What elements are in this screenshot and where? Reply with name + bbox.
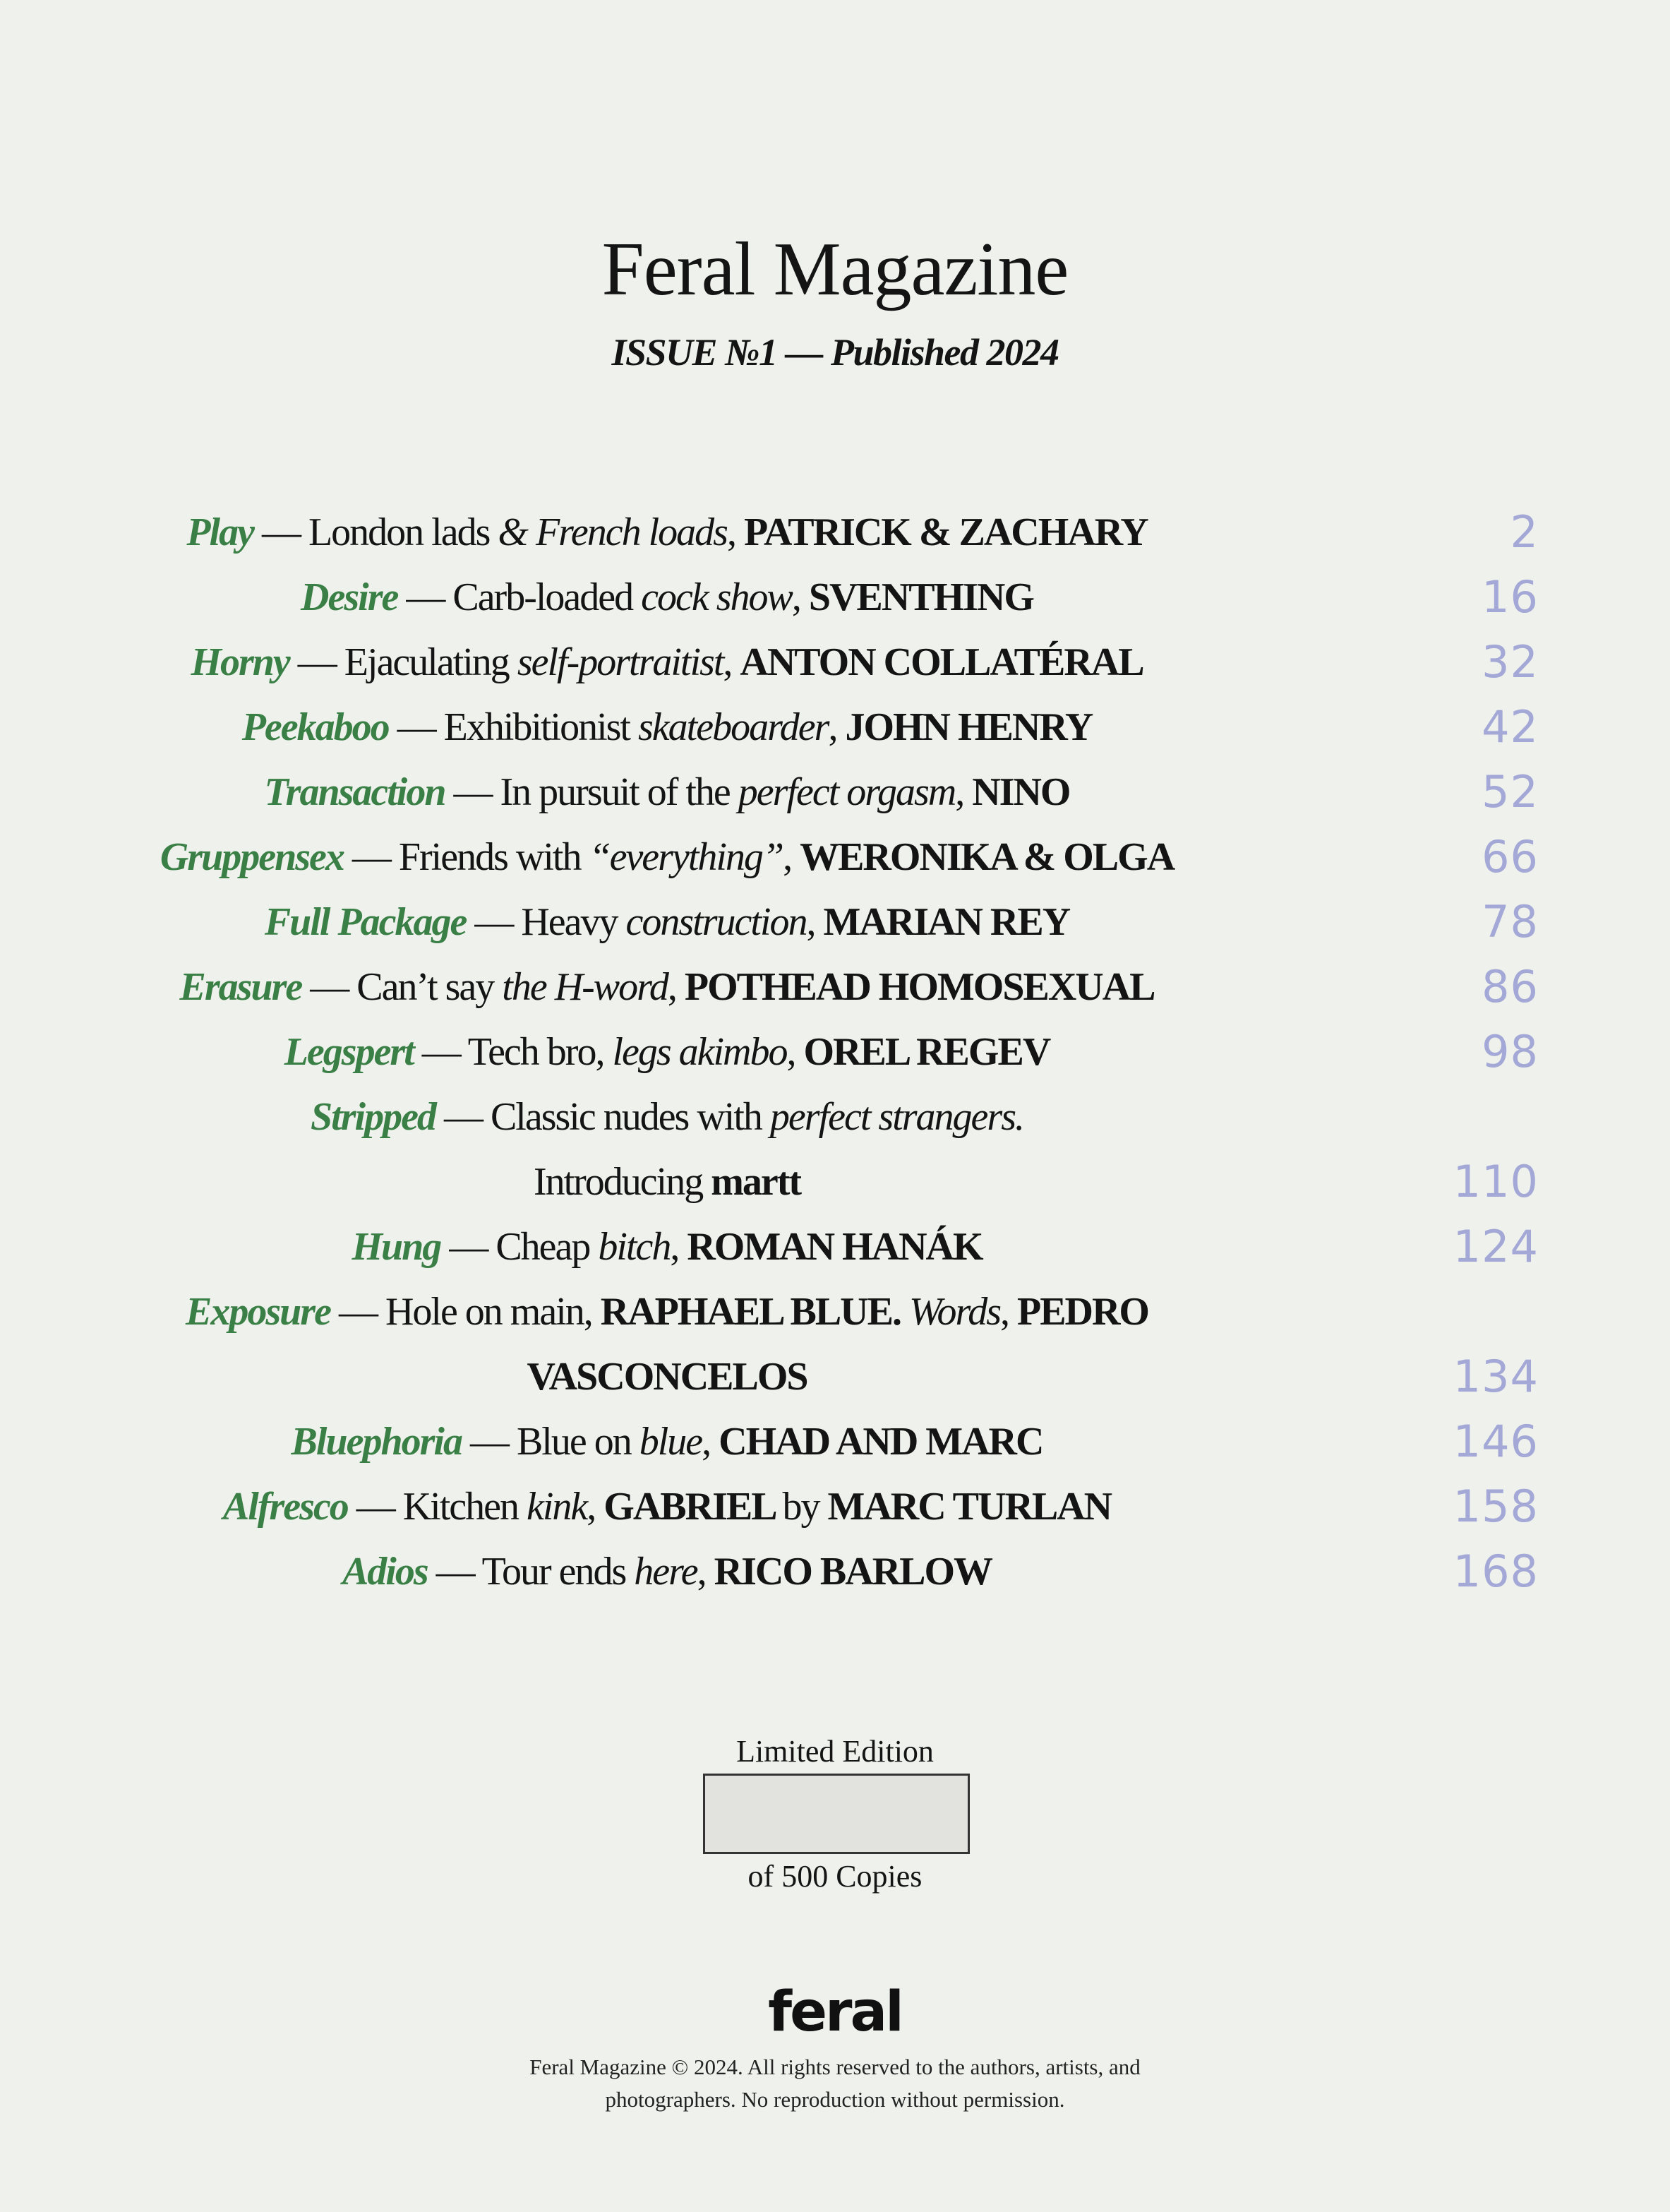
description-text: Kitchen: [402, 1485, 527, 1529]
em-dash: —: [347, 1485, 403, 1529]
description-text: ,: [828, 705, 846, 749]
description-text: ,: [723, 640, 740, 684]
section-title: Peekaboo: [241, 705, 389, 749]
section-title: Alfresco: [222, 1485, 348, 1529]
emphasis-text: perfect strangers.: [769, 1095, 1023, 1139]
emphasis-text: “everything”: [589, 835, 783, 879]
contributor-credit: ROMAN HANÁK: [687, 1225, 983, 1269]
em-dash: —: [289, 640, 344, 684]
contributor-credit: WERONIKA & OLGA: [800, 835, 1175, 879]
toc-entry: [0, 1279, 1670, 1344]
contributor-credit: SVENTHING: [808, 575, 1033, 619]
em-dash: —: [330, 1290, 385, 1334]
toc-entry: [0, 500, 1670, 565]
section-title: Horny: [191, 640, 289, 684]
contributor-credit: RICO BARLOW: [714, 1550, 992, 1594]
toc-entry: [0, 955, 1670, 1020]
section-title: Exposure: [186, 1290, 330, 1334]
emphasis-text: the H-word: [502, 965, 668, 1009]
description-text: ,: [667, 965, 685, 1009]
em-dash: —: [343, 835, 399, 879]
page-number: 16: [1482, 571, 1539, 623]
contributor-credit: RAPHAEL BLUE.: [600, 1290, 909, 1334]
section-title: Bluephoria: [291, 1420, 462, 1464]
emphasis-text: kink: [527, 1485, 587, 1529]
page-number: 168: [1453, 1546, 1539, 1597]
toc-entry-text: [0, 760, 1334, 825]
edition-number-box: [703, 1774, 970, 1854]
description-text: Carb-loaded: [452, 575, 642, 619]
description-text: Introducing: [533, 1160, 711, 1204]
description-text: ,: [786, 1030, 804, 1074]
toc-entry-text: [0, 630, 1334, 695]
contributor-credit: POTHEAD HOMOSEXUAL: [684, 965, 1155, 1009]
description-text: ,: [702, 1420, 719, 1464]
em-dash: —: [445, 770, 500, 814]
em-dash: —: [397, 575, 453, 619]
contributor-credit: GABRIEL: [603, 1485, 783, 1529]
description-text: ,: [726, 510, 744, 554]
section-title: Full Package: [264, 900, 467, 944]
toc-entry: [0, 1409, 1670, 1474]
edition-count-label: of 500 Copies: [747, 1859, 923, 1894]
toc-entry-text: [0, 1084, 1334, 1149]
contributor-credit: PATRICK & ZACHARY: [743, 510, 1148, 554]
section-title: Adios: [342, 1550, 428, 1594]
description-text: ,: [806, 900, 824, 944]
description-text: Classic nudes with: [490, 1095, 770, 1139]
contributor-credit: MARC TURLAN: [827, 1485, 1112, 1529]
contributor-credit: OREL REGEV: [803, 1030, 1050, 1074]
page-number: 78: [1482, 896, 1539, 947]
em-dash: —: [440, 1225, 496, 1269]
toc-entry-text: [0, 1214, 1334, 1279]
toc-entry: [0, 890, 1670, 955]
description-text: ,: [999, 1290, 1017, 1334]
description-text: Tech bro,: [467, 1030, 613, 1074]
page-number: 134: [1453, 1351, 1539, 1402]
toc-entry: [0, 1084, 1670, 1149]
page-number: 2: [1510, 506, 1539, 558]
em-dash: —: [253, 510, 308, 554]
feral-logo: feral: [768, 1980, 902, 2044]
description-text: Can’t say: [356, 965, 503, 1009]
page-number: 146: [1453, 1416, 1539, 1467]
emphasis-text: construction: [625, 900, 807, 944]
section-title: Hung: [352, 1225, 441, 1269]
page-number: 66: [1482, 831, 1539, 883]
toc-entry-text: [0, 955, 1334, 1020]
em-dash: —: [301, 965, 357, 1009]
toc-entry: [0, 565, 1670, 630]
toc-entry-text: [0, 500, 1334, 565]
toc-entry: [0, 1149, 1670, 1214]
emphasis-text: Words: [908, 1290, 1000, 1334]
toc-entry: [0, 1214, 1670, 1279]
section-title: Erasure: [179, 965, 302, 1009]
toc-entry: [0, 1539, 1670, 1604]
description-text: Heavy: [521, 900, 626, 944]
copyright-line-2: photographers. No reproduction without permission.: [605, 2087, 1065, 2112]
toc-entry-text: [0, 1409, 1334, 1474]
section-title: Legspert: [284, 1030, 414, 1074]
page-number: 124: [1453, 1221, 1539, 1272]
toc-entry-text: [0, 890, 1334, 955]
description-text: ,: [587, 1485, 604, 1529]
toc-entry: [0, 630, 1670, 695]
emphasis-text: self-portraitist: [517, 640, 723, 684]
description-text: Friends with: [398, 835, 589, 879]
contributor-credit: MARIAN REY: [823, 900, 1070, 944]
section-title: Desire: [301, 575, 398, 619]
contributor-credit: PEDRO: [1016, 1290, 1148, 1334]
em-dash: —: [388, 705, 444, 749]
limited-edition-label: Limited Edition: [736, 1734, 934, 1769]
emphasis-text: perfect orgasm: [738, 770, 956, 814]
description-text: Tour ends: [481, 1550, 635, 1594]
description-text: ,: [791, 575, 809, 619]
toc-entry: [0, 760, 1670, 825]
emphasis-text: bitch: [598, 1225, 671, 1269]
toc-entry-text: [0, 695, 1334, 760]
section-title: Stripped: [311, 1095, 435, 1139]
page-number: 158: [1453, 1481, 1539, 1532]
emphasis-text: legs akimbo: [612, 1030, 787, 1074]
toc-entry: [0, 1020, 1670, 1084]
emphasis-text: cock show: [641, 575, 792, 619]
emphasis-text: here: [634, 1550, 697, 1594]
table-of-contents: [0, 500, 1670, 1604]
toc-entry-text: [0, 565, 1334, 630]
toc-entry-text: [0, 1020, 1334, 1084]
toc-entry-text: [0, 1344, 1334, 1409]
page-number: 86: [1482, 961, 1539, 1012]
toc-entry-text: [0, 1279, 1334, 1344]
contributor-credit: martt: [711, 1160, 801, 1204]
em-dash: —: [466, 900, 522, 944]
magazine-title: Feral Magazine: [601, 227, 1069, 311]
description-text: Blue on: [516, 1420, 639, 1464]
toc-entry: [0, 1344, 1670, 1409]
emphasis-text: skateboarder: [638, 705, 829, 749]
description-text: London lads: [308, 510, 498, 554]
contributor-credit: NINO: [972, 770, 1070, 814]
description-text: ,: [783, 835, 800, 879]
description-text: ,: [670, 1225, 687, 1269]
section-title: Play: [186, 510, 253, 554]
page-number: 98: [1482, 1026, 1539, 1077]
description-text: ,: [955, 770, 973, 814]
section-title: Gruppensex: [160, 835, 344, 879]
contributor-credit: ANTON COLLATÉRAL: [740, 640, 1143, 684]
em-dash: —: [461, 1420, 517, 1464]
description-text: ,: [697, 1550, 714, 1594]
page-number: 52: [1482, 766, 1539, 818]
toc-entry: [0, 695, 1670, 760]
issue-subtitle: ISSUE №1 — Published 2024: [611, 331, 1059, 373]
description-text: by: [782, 1485, 828, 1529]
em-dash: —: [413, 1030, 468, 1074]
page-number: 110: [1453, 1156, 1539, 1207]
em-dash: —: [427, 1550, 482, 1594]
page-number: 42: [1482, 701, 1539, 753]
copyright-line-1: Feral Magazine © 2024. All rights reserved to the authors, artists, and: [529, 2055, 1141, 2079]
emphasis-text: blue: [639, 1420, 702, 1464]
description-text: Hole on main,: [385, 1290, 601, 1334]
copyright-notice: [0, 2051, 1670, 2116]
toc-entry-text: [0, 1474, 1334, 1539]
description-text: Exhibitionist: [443, 705, 638, 749]
page-number: 32: [1482, 636, 1539, 688]
toc-entry-text: [0, 825, 1334, 890]
em-dash: —: [435, 1095, 491, 1139]
toc-entry: [0, 825, 1670, 890]
description-text: Ejaculating: [344, 640, 517, 684]
contributor-credit: JOHN HENRY: [845, 705, 1093, 749]
section-title: Transaction: [264, 770, 445, 814]
description-text: Cheap: [495, 1225, 599, 1269]
toc-entry-text: [0, 1149, 1334, 1214]
contributor-credit: CHAD AND MARC: [719, 1420, 1043, 1464]
toc-entry-text: [0, 1539, 1334, 1604]
emphasis-text: & French loads: [498, 510, 727, 554]
description-text: In pursuit of the: [500, 770, 738, 814]
contributor-credit: VASCONCELOS: [527, 1355, 807, 1399]
toc-entry: [0, 1474, 1670, 1539]
